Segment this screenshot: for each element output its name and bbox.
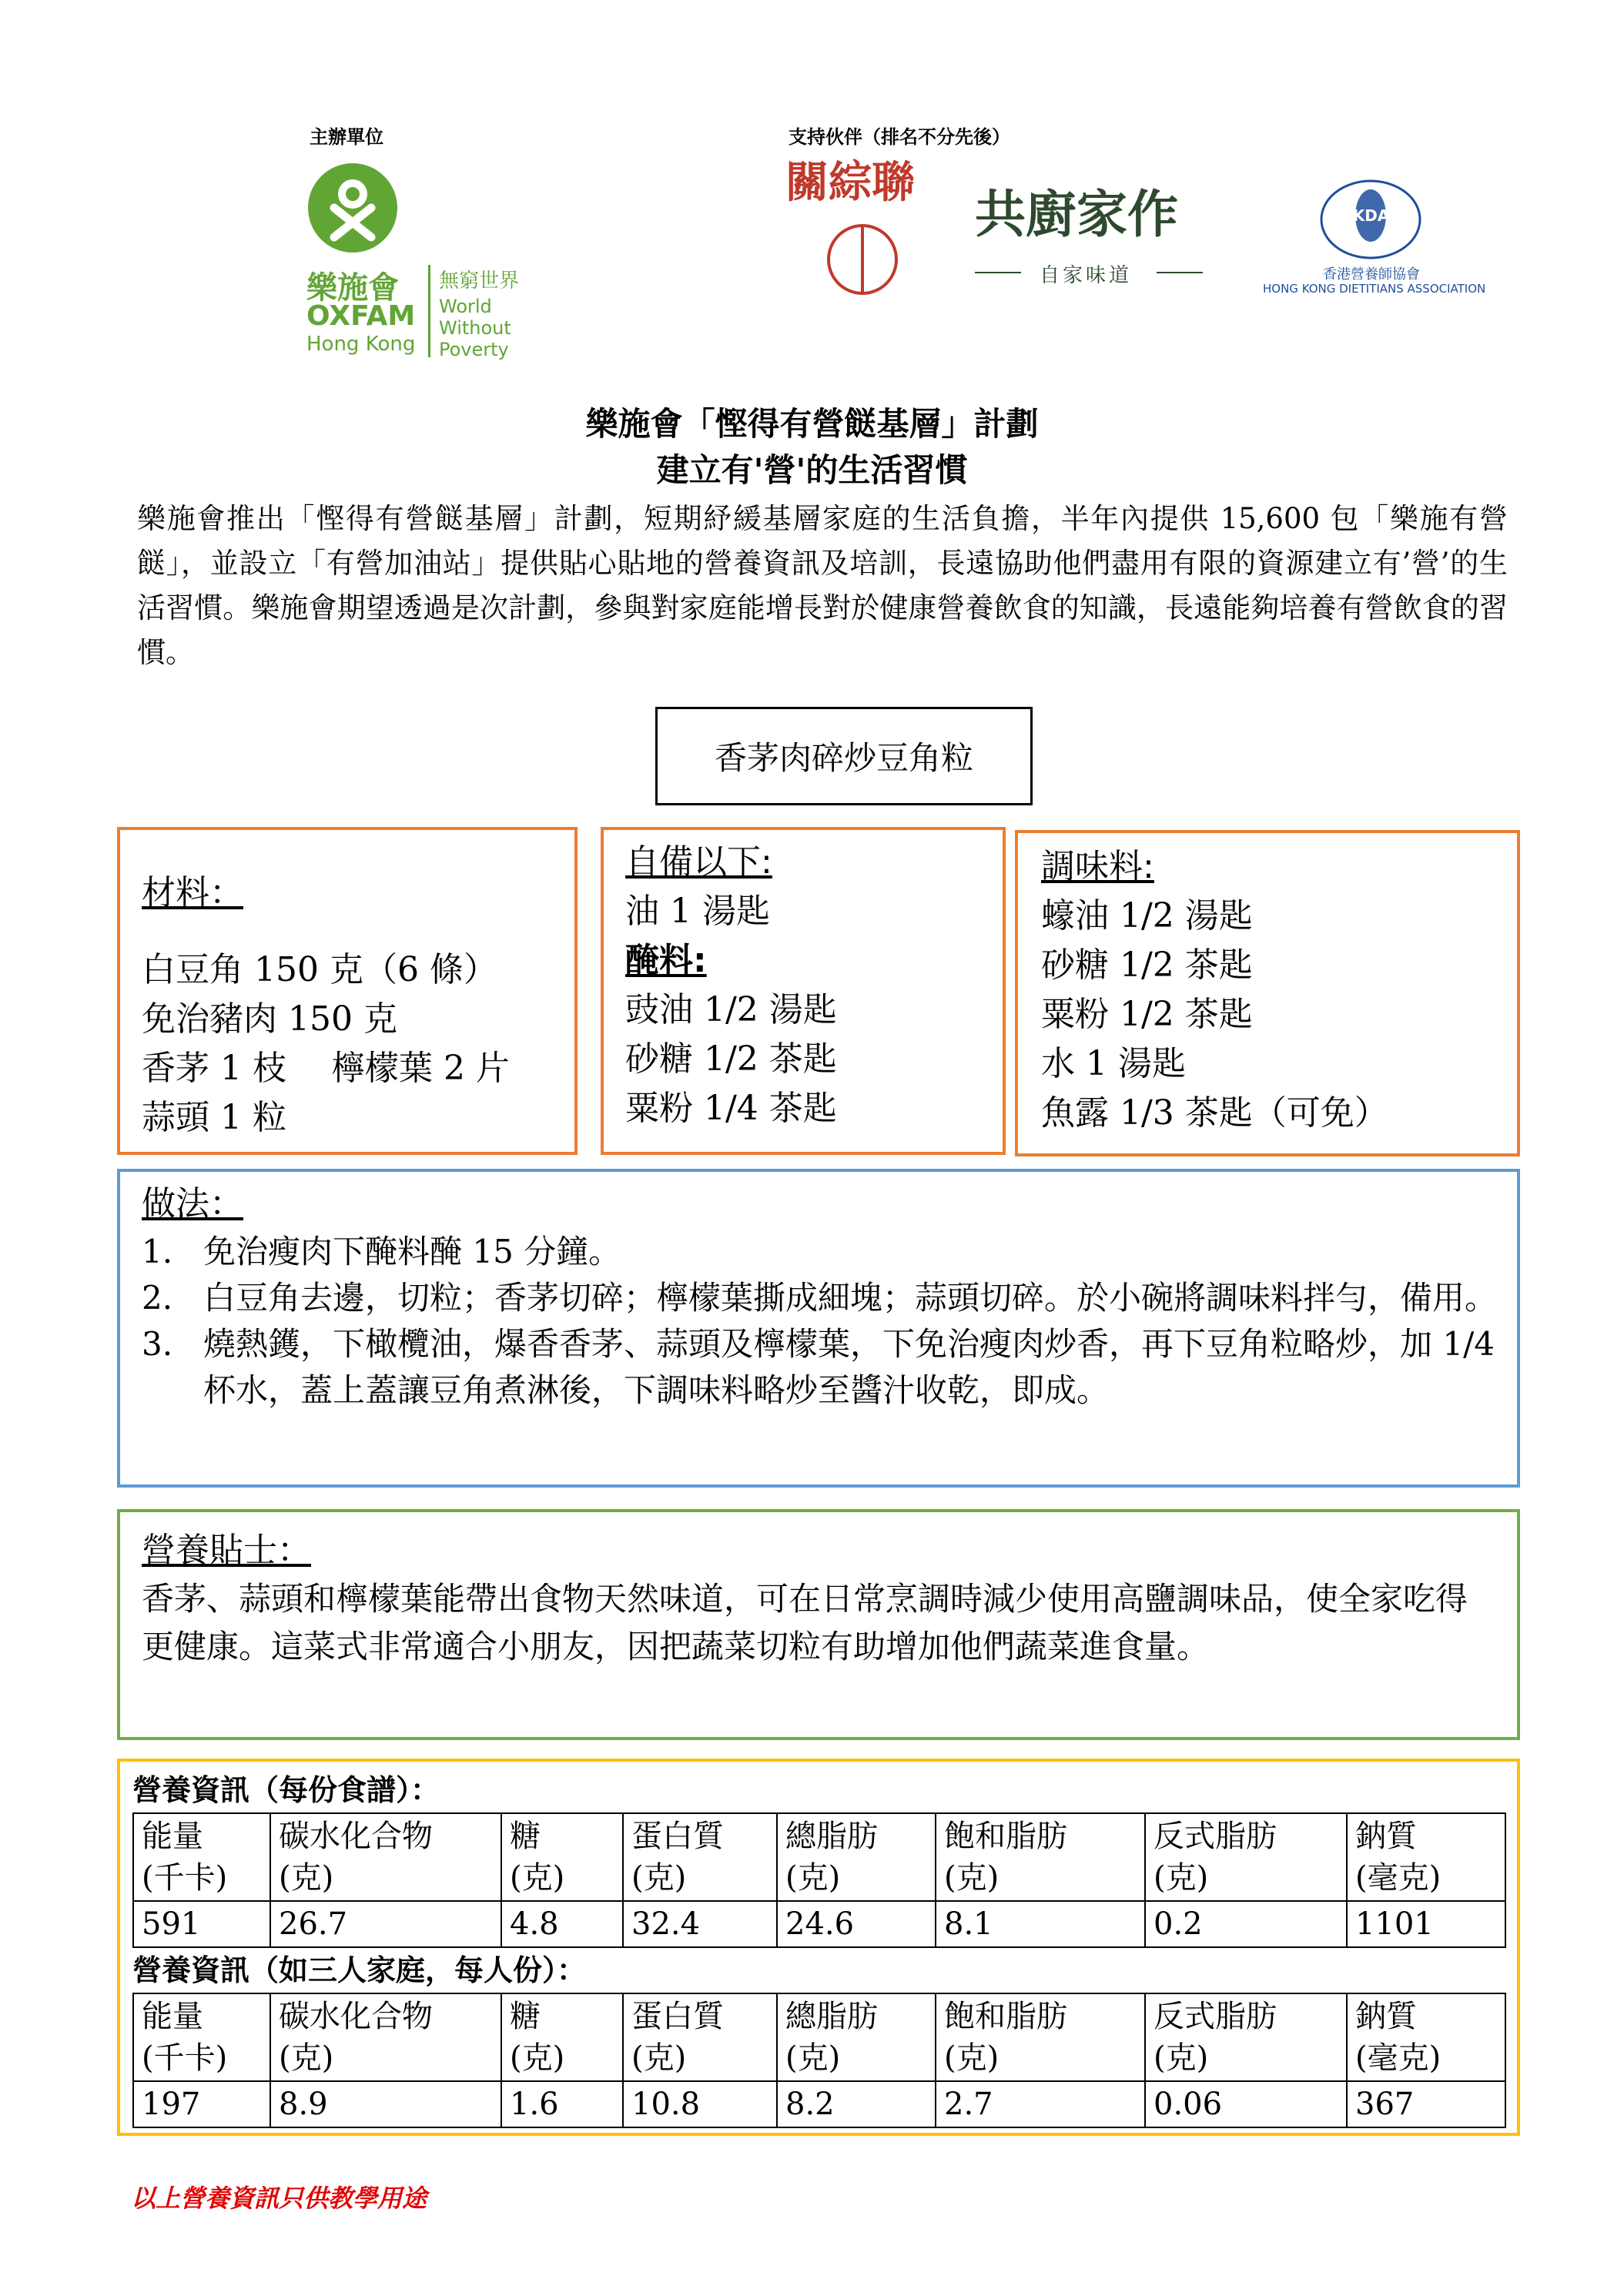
oxfam-slogan-en-1: World xyxy=(439,296,492,317)
table-cell: 197 xyxy=(133,2081,270,2127)
page-subtitle: 建立有'營'的生活習慣 xyxy=(656,451,968,489)
nutrition-table-1-title: 營養資訊（每份食譜）： xyxy=(132,1773,440,1807)
partners-label: 支持伙伴（排名不分先後） xyxy=(789,126,1010,148)
table-cell: 1.6 xyxy=(501,2081,623,2127)
table-header-cell: 飽和脂肪 (克) xyxy=(936,1993,1145,2081)
hkda-abbr: HKDA xyxy=(1340,206,1390,225)
method-heading: 做法： xyxy=(142,1184,243,1223)
table-row xyxy=(133,2081,1505,2127)
table-header-cell: 蛋白質 (克) xyxy=(623,1813,777,1901)
step-text: 白豆角去邊，切粒；香茅切碎；檸檬葉撕成細塊；蒜頭切碎。於小碗將調味料拌勻，備用。 xyxy=(203,1279,1498,1317)
table-header-cell: 飽和脂肪 (克) xyxy=(936,1813,1145,1901)
self-prepared-box xyxy=(601,827,1006,1155)
nutrition-table-2-title: 營養資訊（如三人家庭，每人份）： xyxy=(132,1953,587,1987)
ingredients-box xyxy=(117,827,578,1155)
table-cell: 26.7 xyxy=(270,1901,501,1947)
table-header-cell: 碳水化合物 (克) xyxy=(270,1813,501,1901)
ingredients-heading: 材料： xyxy=(142,873,243,912)
oxfam-slogan-en-2: Without xyxy=(439,317,511,339)
hkda-english-name: HONG KONG DIETITIANS ASSOCIATION xyxy=(1263,282,1486,296)
intro-paragraph: 樂施會推出「慳得有營餸基層」計劃，短期紓緩基層家庭的生活負擔，半年內提供 15,600 包「樂施有營餸」，並設立「有營加油站」提供貼心貼地的營養資訊及培訓，長遠協助他們盡用有限的資源建立有’營’的生活習慣。樂施會期望透過是次計劃，參與對家庭能增長對於健康營養飲食的知識，長遠能夠培養有營飲食的習慣。 xyxy=(137,502,1508,669)
oxfam-chinese-name: 樂施會 xyxy=(306,270,399,306)
ingredient-item: 白豆角 150 克（6 條） xyxy=(142,950,497,989)
table-cell: 8.2 xyxy=(777,2081,936,2127)
table-cell: 10.8 xyxy=(623,2081,777,2127)
table-row xyxy=(133,1901,1505,1947)
table-cell: 8.9 xyxy=(270,2081,501,2127)
ingredient-item: 香茅 1 枝 檸檬葉 2 片 xyxy=(142,1049,510,1088)
seasoning-item: 魚露 1/3 茶匙（可免） xyxy=(1041,1093,1388,1133)
partner-1-name: 關綜聯 xyxy=(785,158,915,208)
nutrition-table-per-recipe xyxy=(132,1812,1506,1948)
partner-logo-1 xyxy=(785,158,939,312)
table-cell: 0.2 xyxy=(1145,1901,1347,1947)
marinade-item: 粟粉 1/4 茶匙 xyxy=(625,1089,837,1128)
partner-logo-2 xyxy=(975,173,1244,289)
table-header-cell: 能量 (千卡) xyxy=(133,1993,270,2081)
ingredient-item: 蒜頭 1 粒 xyxy=(142,1098,286,1137)
table-header-cell: 反式脂肪 (克) xyxy=(1145,1813,1347,1901)
method-box xyxy=(117,1169,1520,1488)
table-header-cell: 鈉質 (毫克) xyxy=(1347,1813,1505,1901)
dish-name-box xyxy=(655,707,1033,805)
method-step xyxy=(142,1321,1497,1414)
table-header-cell: 總脂肪 (克) xyxy=(777,1813,936,1901)
oxfam-slogan-en-3: Poverty xyxy=(439,339,509,360)
partner-1-graphic-icon xyxy=(785,213,939,306)
seasoning-item: 蠔油 1/2 湯匙 xyxy=(1041,896,1253,935)
oxfam-english-name: OXFAM xyxy=(306,300,416,332)
step-text: 燒熱鑊，下橄欖油，爆香香茅、蒜頭及檸檬葉，下免治瘦肉炒香，再下豆角粒略炒，加 1/4 杯水，蓋上蓋讓豆角煮淋後，下調味料略炒至醬汁收乾，即成。 xyxy=(203,1325,1495,1409)
partner-2-rule-left xyxy=(975,272,1021,273)
step-text: 免治瘦肉下醃料醃 15 分鐘。 xyxy=(203,1233,621,1270)
hkda-chinese-name: 香港營養師協會 xyxy=(1323,266,1420,283)
seasoning-item: 砂糖 1/2 茶匙 xyxy=(1041,946,1253,985)
oxfam-slogan-cn: 無窮世界 xyxy=(439,269,520,293)
partner-logo-3 xyxy=(1263,177,1486,300)
table-cell: 591 xyxy=(133,1901,270,1947)
seasoning-item: 水 1 湯匙 xyxy=(1041,1044,1186,1083)
table-header-row xyxy=(133,1813,1505,1901)
table-header-cell: 糖 (克) xyxy=(501,1813,623,1901)
oxfam-divider xyxy=(428,265,430,357)
table-cell: 2.7 xyxy=(936,2081,1145,2127)
table-header-cell: 總脂肪 (克) xyxy=(777,1993,936,2081)
table-header-cell: 鈉質 (毫克) xyxy=(1347,1993,1505,2081)
table-cell: 8.1 xyxy=(936,1901,1145,1947)
self-prepared-oil: 油 1 湯匙 xyxy=(625,892,770,931)
table-header-cell: 碳水化合物 (克) xyxy=(270,1993,501,2081)
table-header-cell: 能量 (千卡) xyxy=(133,1813,270,1901)
oxfam-hk: Hong Kong xyxy=(306,333,416,356)
partner-2-name: 共廚家作 xyxy=(975,185,1178,244)
tips-text: 香茅、蒜頭和檸檬葉能帶出食物天然味道，可在日常烹調時減少使用高鹽調味品，使全家吃得更健康。這菜式非常適合小朋友，因把蔬菜切粒有助增加他們蔬菜進食量。 xyxy=(142,1580,1468,1665)
ingredient-item: 免治豬肉 150 克 xyxy=(142,999,397,1039)
method-step xyxy=(142,1229,1497,1275)
organizer-label: 主辦單位 xyxy=(310,126,383,148)
method-steps xyxy=(142,1229,1497,1414)
partner-2-tagline: 自家味道 xyxy=(1040,264,1133,287)
step-number: 3. xyxy=(142,1325,173,1363)
table-header-cell: 蛋白質 (克) xyxy=(623,1993,777,2081)
dish-name: 香茅肉碎炒豆角粒 xyxy=(714,739,973,777)
table-cell: 367 xyxy=(1347,2081,1505,2127)
table-cell: 32.4 xyxy=(623,1901,777,1947)
partner-2-rule-right xyxy=(1157,272,1203,273)
step-number: 1. xyxy=(142,1233,173,1270)
marinade-heading: 醃料: xyxy=(625,941,707,980)
table-cell: 1101 xyxy=(1347,1901,1505,1947)
self-prepared-heading: 自備以下: xyxy=(625,842,772,882)
nutrition-table-per-person xyxy=(132,1993,1506,2128)
seasoning-heading: 調味料: xyxy=(1041,847,1154,886)
tips-box xyxy=(117,1509,1520,1740)
method-step xyxy=(142,1275,1497,1321)
marinade-item: 豉油 1/2 湯匙 xyxy=(625,990,837,1029)
footer-disclaimer: 以上營養資訊只供教學用途 xyxy=(131,2184,427,2213)
oxfam-emblem-icon xyxy=(306,162,399,254)
table-cell: 24.6 xyxy=(777,1901,936,1947)
table-header-cell: 糖 (克) xyxy=(501,1993,623,2081)
marinade-item: 砂糖 1/2 茶匙 xyxy=(625,1039,837,1079)
table-cell: 4.8 xyxy=(501,1901,623,1947)
seasoning-box xyxy=(1015,830,1520,1156)
table-cell: 0.06 xyxy=(1145,2081,1347,2127)
step-number: 2. xyxy=(142,1279,173,1317)
page-title: 樂施會「慳得有營餸基層」計劃 xyxy=(585,405,1039,443)
seasoning-item: 粟粉 1/2 茶匙 xyxy=(1041,995,1253,1034)
table-header-row xyxy=(133,1993,1505,2081)
oxfam-logo xyxy=(306,162,537,370)
nutrition-box xyxy=(117,1759,1520,2136)
table-header-cell: 反式脂肪 (克) xyxy=(1145,1993,1347,2081)
tips-heading: 營養貼士： xyxy=(142,1531,311,1570)
